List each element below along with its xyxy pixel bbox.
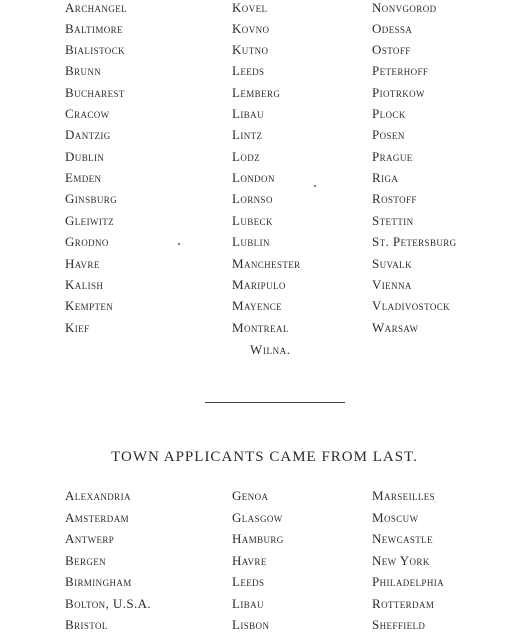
city-name: Cracow: [65, 106, 110, 121]
city-name: Sheffield: [372, 617, 426, 632]
city-name: Havre: [232, 553, 267, 568]
city-name: Nonvgorod: [372, 0, 437, 15]
city-name: Manchester: [232, 256, 301, 271]
city-name: Brunn: [65, 63, 102, 78]
city-name: Plock: [372, 106, 406, 121]
city-name: Havre: [65, 256, 100, 271]
city-name: Leeds: [232, 574, 265, 589]
section-divider: [205, 402, 345, 403]
city-name: Stettin: [372, 213, 414, 228]
city-name: Kief: [65, 320, 90, 335]
city-name: Amsterdam: [65, 510, 129, 525]
city-name: Riga: [372, 170, 399, 185]
city-name: Libau: [232, 106, 264, 121]
city-name: Antwerp: [65, 531, 115, 546]
city-name: Gleiwitz: [65, 213, 115, 228]
city-name: Bialistock: [65, 42, 126, 57]
city-name: Archangel: [65, 0, 127, 15]
city-name: Ginsburg: [65, 191, 118, 206]
city-name: Mayence: [232, 298, 283, 313]
city-name: Hamburg: [232, 531, 284, 546]
city-name: Bergen: [65, 553, 107, 568]
print-speck: [178, 243, 180, 245]
city-name: Dublin: [65, 149, 105, 164]
city-name: Genoa: [232, 488, 269, 503]
city-name: Montreal: [232, 320, 289, 335]
city-name: Maripulo: [232, 277, 286, 292]
city-name: New York: [372, 553, 430, 568]
city-name: Posen: [372, 127, 405, 142]
city-name: Bristol: [65, 617, 108, 632]
city-name: Kempten: [65, 298, 114, 313]
city-name: St. Petersburg: [372, 234, 457, 249]
city-name: Lemberg: [232, 85, 281, 100]
city-name: Leeds: [232, 63, 265, 78]
city-name: Odessa: [372, 21, 413, 36]
city-name: Marseilles: [372, 488, 436, 503]
city-name: Lintz: [232, 127, 263, 142]
city-name: Kovel: [232, 0, 268, 15]
city-name: Peterhoff: [372, 63, 429, 78]
city-name: Rostoff: [372, 191, 417, 206]
section-heading: TOWN APPLICANTS CAME FROM LAST.: [111, 449, 418, 465]
city-name: Bucharest: [65, 85, 125, 100]
city-name: Baltimore: [65, 21, 123, 36]
city-name: Suvalk: [372, 256, 412, 271]
city-name: Glasgow: [232, 510, 283, 525]
city-name: Lubeck: [232, 213, 273, 228]
city-name: Vienna: [372, 277, 412, 292]
city-name: Ostoff: [372, 42, 411, 57]
city-name: Lisbon: [232, 617, 270, 632]
city-name: Piotrkow: [372, 85, 425, 100]
city-name: Libau: [232, 596, 264, 611]
city-name: London: [232, 170, 275, 185]
city-name: Bolton, U.S.A.: [65, 596, 152, 611]
city-name: Moscuw: [372, 510, 419, 525]
city-name: Kutno: [232, 42, 269, 57]
city-name: Emden: [65, 170, 102, 185]
city-name: Warsaw: [372, 320, 419, 335]
city-name: Dantzig: [65, 127, 111, 142]
city-name: Newcastle: [372, 531, 433, 546]
city-name: Lublin: [232, 234, 270, 249]
city-name: Philadelphia: [372, 574, 445, 589]
city-name: Lodz: [232, 149, 261, 164]
city-name: Rotterdam: [372, 596, 435, 611]
city-name: Prague: [372, 149, 413, 164]
city-name: Kalish: [65, 277, 104, 292]
city-name: Alexandria: [65, 488, 131, 503]
city-name: Birmingham: [65, 574, 132, 589]
city-name: Kovno: [232, 21, 270, 36]
city-name-wilna: Wilna.: [250, 342, 291, 357]
print-speck: [314, 185, 316, 187]
city-name: Grodno: [65, 234, 109, 249]
city-name: Vladivostock: [372, 298, 451, 313]
city-name: Lornso: [232, 191, 273, 206]
